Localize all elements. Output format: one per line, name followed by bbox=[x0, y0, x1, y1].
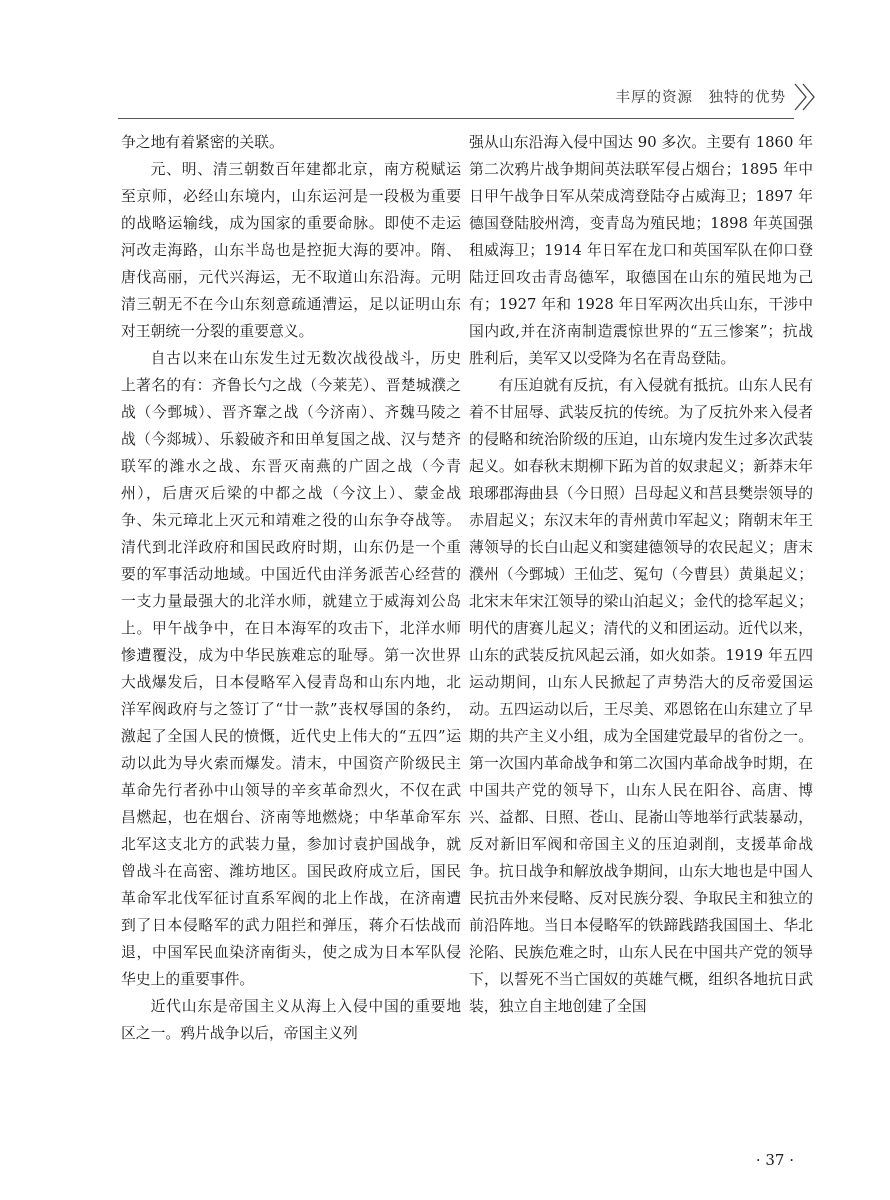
paragraph: 元、明、清三朝数百年建都北京，南方税赋运至京师，必经山东境内，山东运河是一段极为重要的战略运输线，成为国家的重要命脉。即使不走运河改走海路，山东半岛也是控扼大海的要冲。隋、唐伐高丽，元代兴海运，无不取道山东沿海。元明清三朝无不在今山东刻意疏通漕运，足以证明山东对王朝统一分裂的重要意义。 bbox=[121, 161, 461, 340]
double-chevron-icon bbox=[792, 82, 818, 112]
header-rule bbox=[118, 118, 794, 119]
paragraph: 强从山东沿海入侵中国达 90 多次。主要有 1860 年第二次鸦片战争期间英法联军侵占烟台；1895 年中日甲午战争日军从荣成湾登陆夺占威海卫；1897 年德国登陆胶州湾，变青岛为殖民地；1898 年英国强租威海卫；1914 年日军在龙口和英国军队在仰口登陆迂回攻击青岛德军，取德国在山东的殖民地为己有；1927 年和 1928 年日军两次出兵山东，干涉中国内政,并在济南制造震惊世界的“五三惨案”；抗战胜利后，美军又以受降为名在青岛登陆。 bbox=[469, 134, 813, 367]
paragraph: 近代山东是帝国主义从海上入侵中国的重要地区之一。鸦片战争以后，帝国主义列 bbox=[121, 998, 461, 1042]
right-column bbox=[469, 129, 813, 1020]
left-column bbox=[121, 129, 461, 1047]
running-header bbox=[616, 86, 787, 107]
page-number: · 37 · bbox=[755, 1151, 794, 1169]
paragraph: 自古以来在山东发生过无数次战役战斗，历史上著名的有：齐鲁长勺之战（今莱芜）、晋楚城濮之战（今鄄城）、晋齐鞌之战（今济南）、齐魏马陵之战（今郯城）、乐毅破齐和田单复国之战、汉与楚齐联军的潍水之战、东晋灭南燕的广固之战（今青州），后唐灭后梁的中都之战（今汶上）、蒙金战争、朱元璋北上灭元和靖难之役的山东争夺战等。清代到北洋政府和国民政府时期，山东仍是一个重要的军事活动地域。中国近代由洋务派苦心经营的一支力量最强大的北洋水师，就建立于威海刘公岛上。甲午战争中，在日本海军的攻击下，北洋水师惨遭覆没，成为中华民族难忘的耻辱。第一次世界大战爆发后，日本侵略军入侵青岛和山东内地，北洋军阀政府与之签订了“廿一款”丧权辱国的条约，激起了全国人民的愤慨，近代史上伟大的“五四”运动以此为导火索而爆发。清末，中国资产阶级民主革命先行者孙中山领导的辛亥革命烈火，不仅在武昌燃起，也在烟台、济南等地燃烧；中华革命军东北军这支北方的武装力量，参加讨袁护国战争，就曾战斗在高密、潍坊地区。国民政府成立后，国民革命军北伐军征讨直系军阀的北上作战，在济南遭到了日本侵略军的武力阻拦和弹压，蒋介石怯战而退，中国军民血染济南街头，使之成为日本军队侵华史上的重要事件。 bbox=[121, 350, 461, 988]
running-header-title: 丰厚的资源 独特的优势 bbox=[615, 90, 786, 106]
paragraph: 有压迫就有反抗，有入侵就有抵抗。山东人民有着不甘屈辱、武装反抗的传统。为了反抗外来入侵者的侵略和统治阶级的压迫，山东境内发生过多次武装起义。如春秋末期柳下跖为首的奴隶起义；新莽末年琅琊郡海曲县（今日照）吕母起义和莒县樊崇领导的赤眉起义；东汉末年的青州黄巾军起义；隋朝末年王薄领导的长白山起义和窦建德领导的农民起义；唐末濮州（今鄄城）王仙芝、冤句（今曹县）黄巢起义；北宋末年宋江领导的梁山泊起义；金代的捻军起义；明代的唐赛儿起义；清代的义和团运动。近代以来，山东的武装反抗风起云涌，如火如荼。1919 年五四运动期间，山东人民掀起了声势浩大的反帝爱国运动。五四运动以后，王尽美、邓恩铭在山东建立了早期的共产主义小组，成为全国建党最早的省份之一。第一次国内革命战争和第二次国内革命战争时期，在中国共产党的领导下，山东人民在阳谷、高唐、博兴、益都、日照、苍山、昆嵛山等地举行武装暴动，反对新旧军阀和帝国主义的压迫剥削，支援革命战争。抗日战争和解放战争期间，山东大地也是中国人民抗击外来侵略、反对民族分裂、争取民主和独立的前沿阵地。当日本侵略军的铁蹄践踏我国国土、华北沦陷、民族危难之时，山东人民在中国共产党的领导下，以誓死不当亡国奴的英雄气概，组织各地抗日武装，独立自主地创建了全国 bbox=[469, 377, 813, 1015]
paragraph: 争之地有着紧密的关联。 bbox=[121, 134, 284, 151]
